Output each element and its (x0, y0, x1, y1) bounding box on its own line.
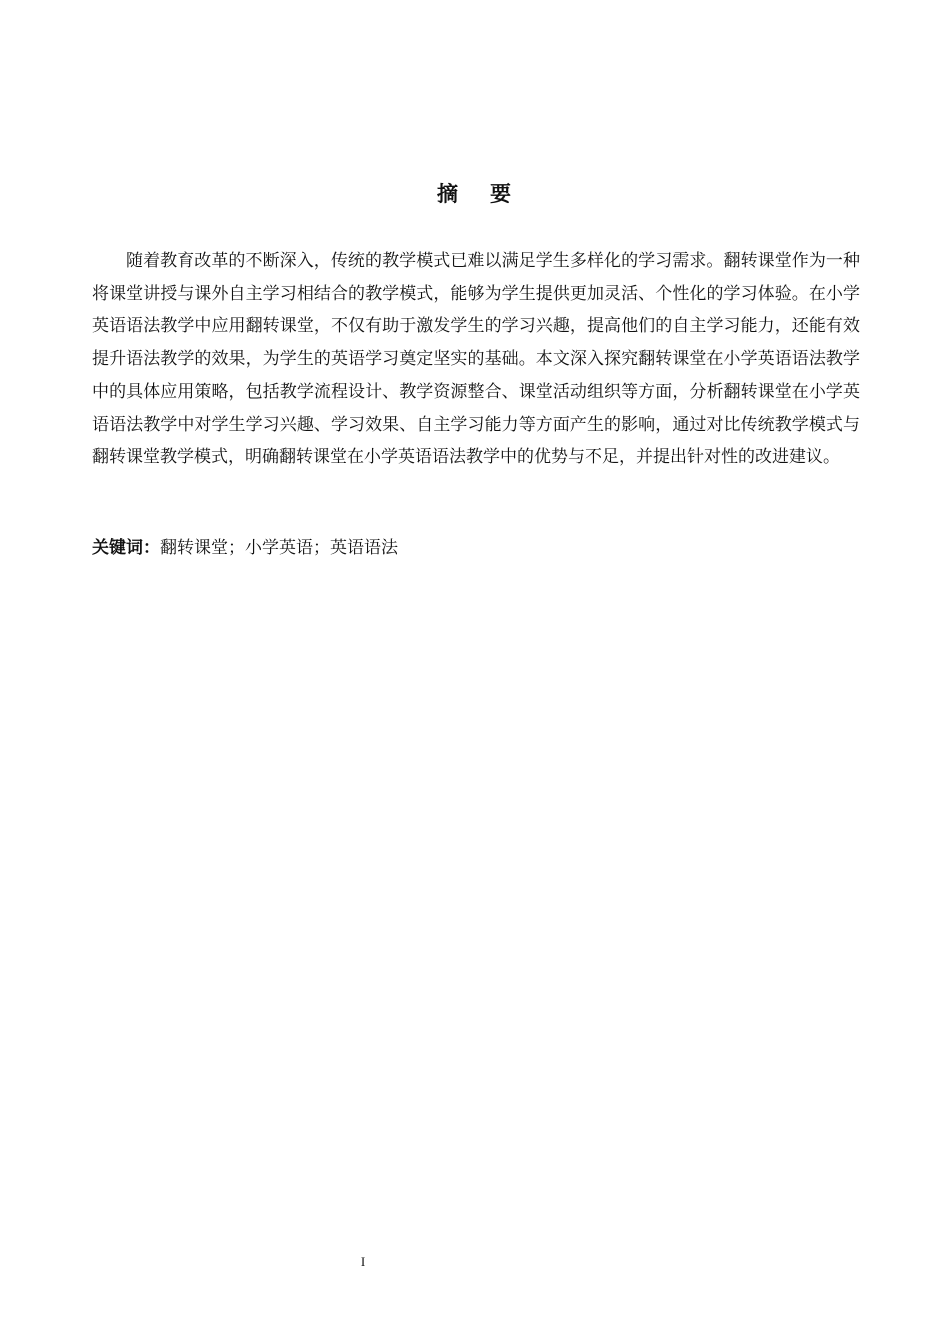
keywords-label: 关键词： (92, 538, 160, 558)
abstract-heading (0, 178, 950, 208)
abstract-paragraph: 随着教育改革的不断深入，传统的教学模式已难以满足学生多样化的学习需求。翻转课堂作为一种将课堂讲授与课外自主学习相结合的教学模式，能够为学生提供更加灵活、个性化的学习体验。在小学英语语法教学中应用翻转课堂，不仅有助于激发学生的学习兴趣，提高他们的自主学习能力，还能有效提升语法教学的效果，为学生的英语学习奠定坚实的基础。本文深入探究翻转课堂在小学英语语法教学中的具体应用策略，包括教学流程设计、教学资源整合、课堂活动组织等方面，分析翻转课堂在小学英语语法教学中对学生学习兴趣、学习效果、自主学习能力等方面产生的影响，通过对比传统教学模式与翻转课堂教学模式，明确翻转课堂在小学英语语法教学中的优势与不足，并提出针对性的改进建议。 (92, 251, 860, 468)
page-number: I (360, 1254, 366, 1269)
keywords-line (92, 536, 398, 560)
abstract-heading-char-2: 要 (490, 181, 513, 206)
keywords-items: 翻转课堂；小学英语；英语语法 (160, 538, 398, 558)
abstract-heading-char-1: 摘 (437, 181, 460, 206)
